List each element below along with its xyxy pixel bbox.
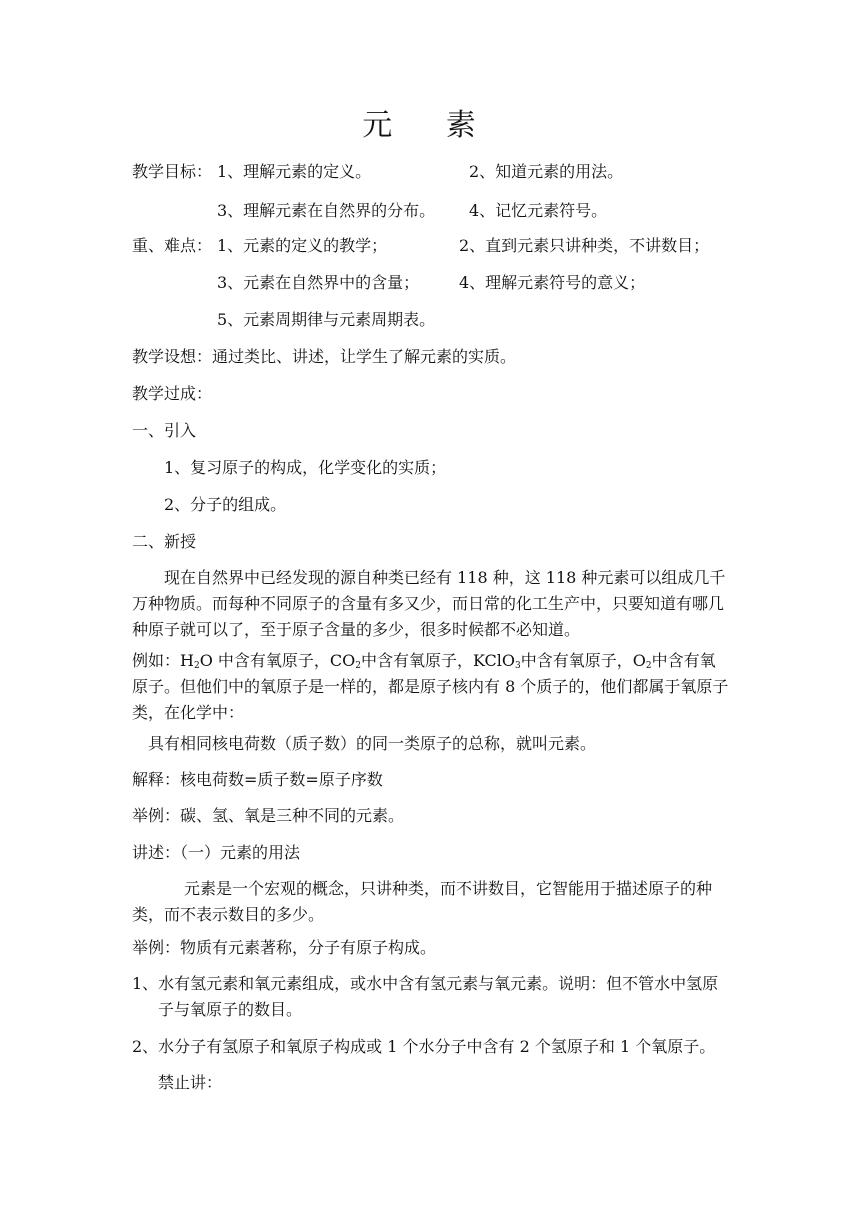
section1-heading: 一、引入 — [132, 421, 197, 440]
key-point-item-1: 1、元素的定义的教学； — [217, 236, 388, 255]
explanation-line: 解释：核电荷数=质子数=原子序数 — [132, 770, 383, 789]
section2-heading: 二、新授 — [132, 532, 197, 551]
document-title: 元 素 — [362, 108, 498, 143]
element-definition: 具有相同核电荷数（质子数）的同一类原子的总称，就叫元素。 — [148, 734, 597, 753]
intro-paragraph: 现在自然界中已经发现的源自种类已经有 118 种，这 118 种元素可以组成几千万种物质。而每种不同原子的含量有多又少，而日常的化工生产中，只要知道有哪几种原子就可以了，至于原子含量的多少，很多时候都不必知道。 — [132, 568, 726, 639]
key-point-item-3: 3、元素在自然界中的含量； — [217, 273, 420, 292]
usage-heading: 讲述：（一）元素的用法 — [132, 843, 301, 862]
usage-paragraph: 元素是一个宏观的概念，只讲种类，而不讲数目，它智能用于描述原子的种类，而不表示数目的多少。 — [132, 879, 713, 924]
teaching-design: 教学设想：通过类比、讲述，让学生了解元素的实质。 — [132, 347, 517, 366]
key-point-item-2: 2、直到元素只讲种类，不讲数目； — [459, 236, 710, 255]
key-points-label: 重、难点： — [132, 236, 213, 255]
example-line-3: 举例：物质有元素著称，分子有原子构成。 — [132, 938, 437, 957]
process-label: 教学过成： — [132, 384, 213, 403]
objective-item-1: 1、理解元素的定义。 — [217, 162, 372, 181]
example-line-2: 举例：碳、氢、氧是三种不同的元素。 — [132, 806, 405, 825]
key-point-item-4: 4、理解元素符号的意义； — [459, 273, 646, 292]
objective-item-4: 4、记忆元素符号。 — [469, 201, 608, 220]
usage-item-1: 1、水有氢元素和氧元素组成，或水中含有氢元素与氧元素。说明：但不管水中氢原子与氧原子的数目。 — [132, 974, 719, 1019]
key-point-item-5: 5、元素周期律与元素周期表。 — [217, 310, 436, 329]
objective-item-3: 3、理解元素在自然界的分布。 — [217, 201, 436, 220]
section1-item-2: 2、分子的组成。 — [164, 495, 287, 514]
objective-item-2: 2、知道元素的用法。 — [469, 162, 624, 181]
forbidden-label: 禁止讲： — [158, 1073, 223, 1092]
objectives-label: 教学目标： — [132, 162, 213, 181]
section1-item-1: 1、复习原子的构成，化学变化的实质； — [164, 458, 447, 477]
usage-item-2: 2、水分子有氢原子和氧原子构成或 1 个水分子中含有 2 个氢原子和 1 个氧原子。 — [132, 1037, 716, 1056]
example-paragraph: 例如：$H_2O$ 中含有氧原子，$CO_2$中含有氧原子，KClO$_3$中含有氧原子，$O_2$中含有氧原子。但他们中的氧原子是一样的，都是原子核内有 8 个质子的，他们都属于氧原子类，在化学中： — [132, 651, 729, 722]
